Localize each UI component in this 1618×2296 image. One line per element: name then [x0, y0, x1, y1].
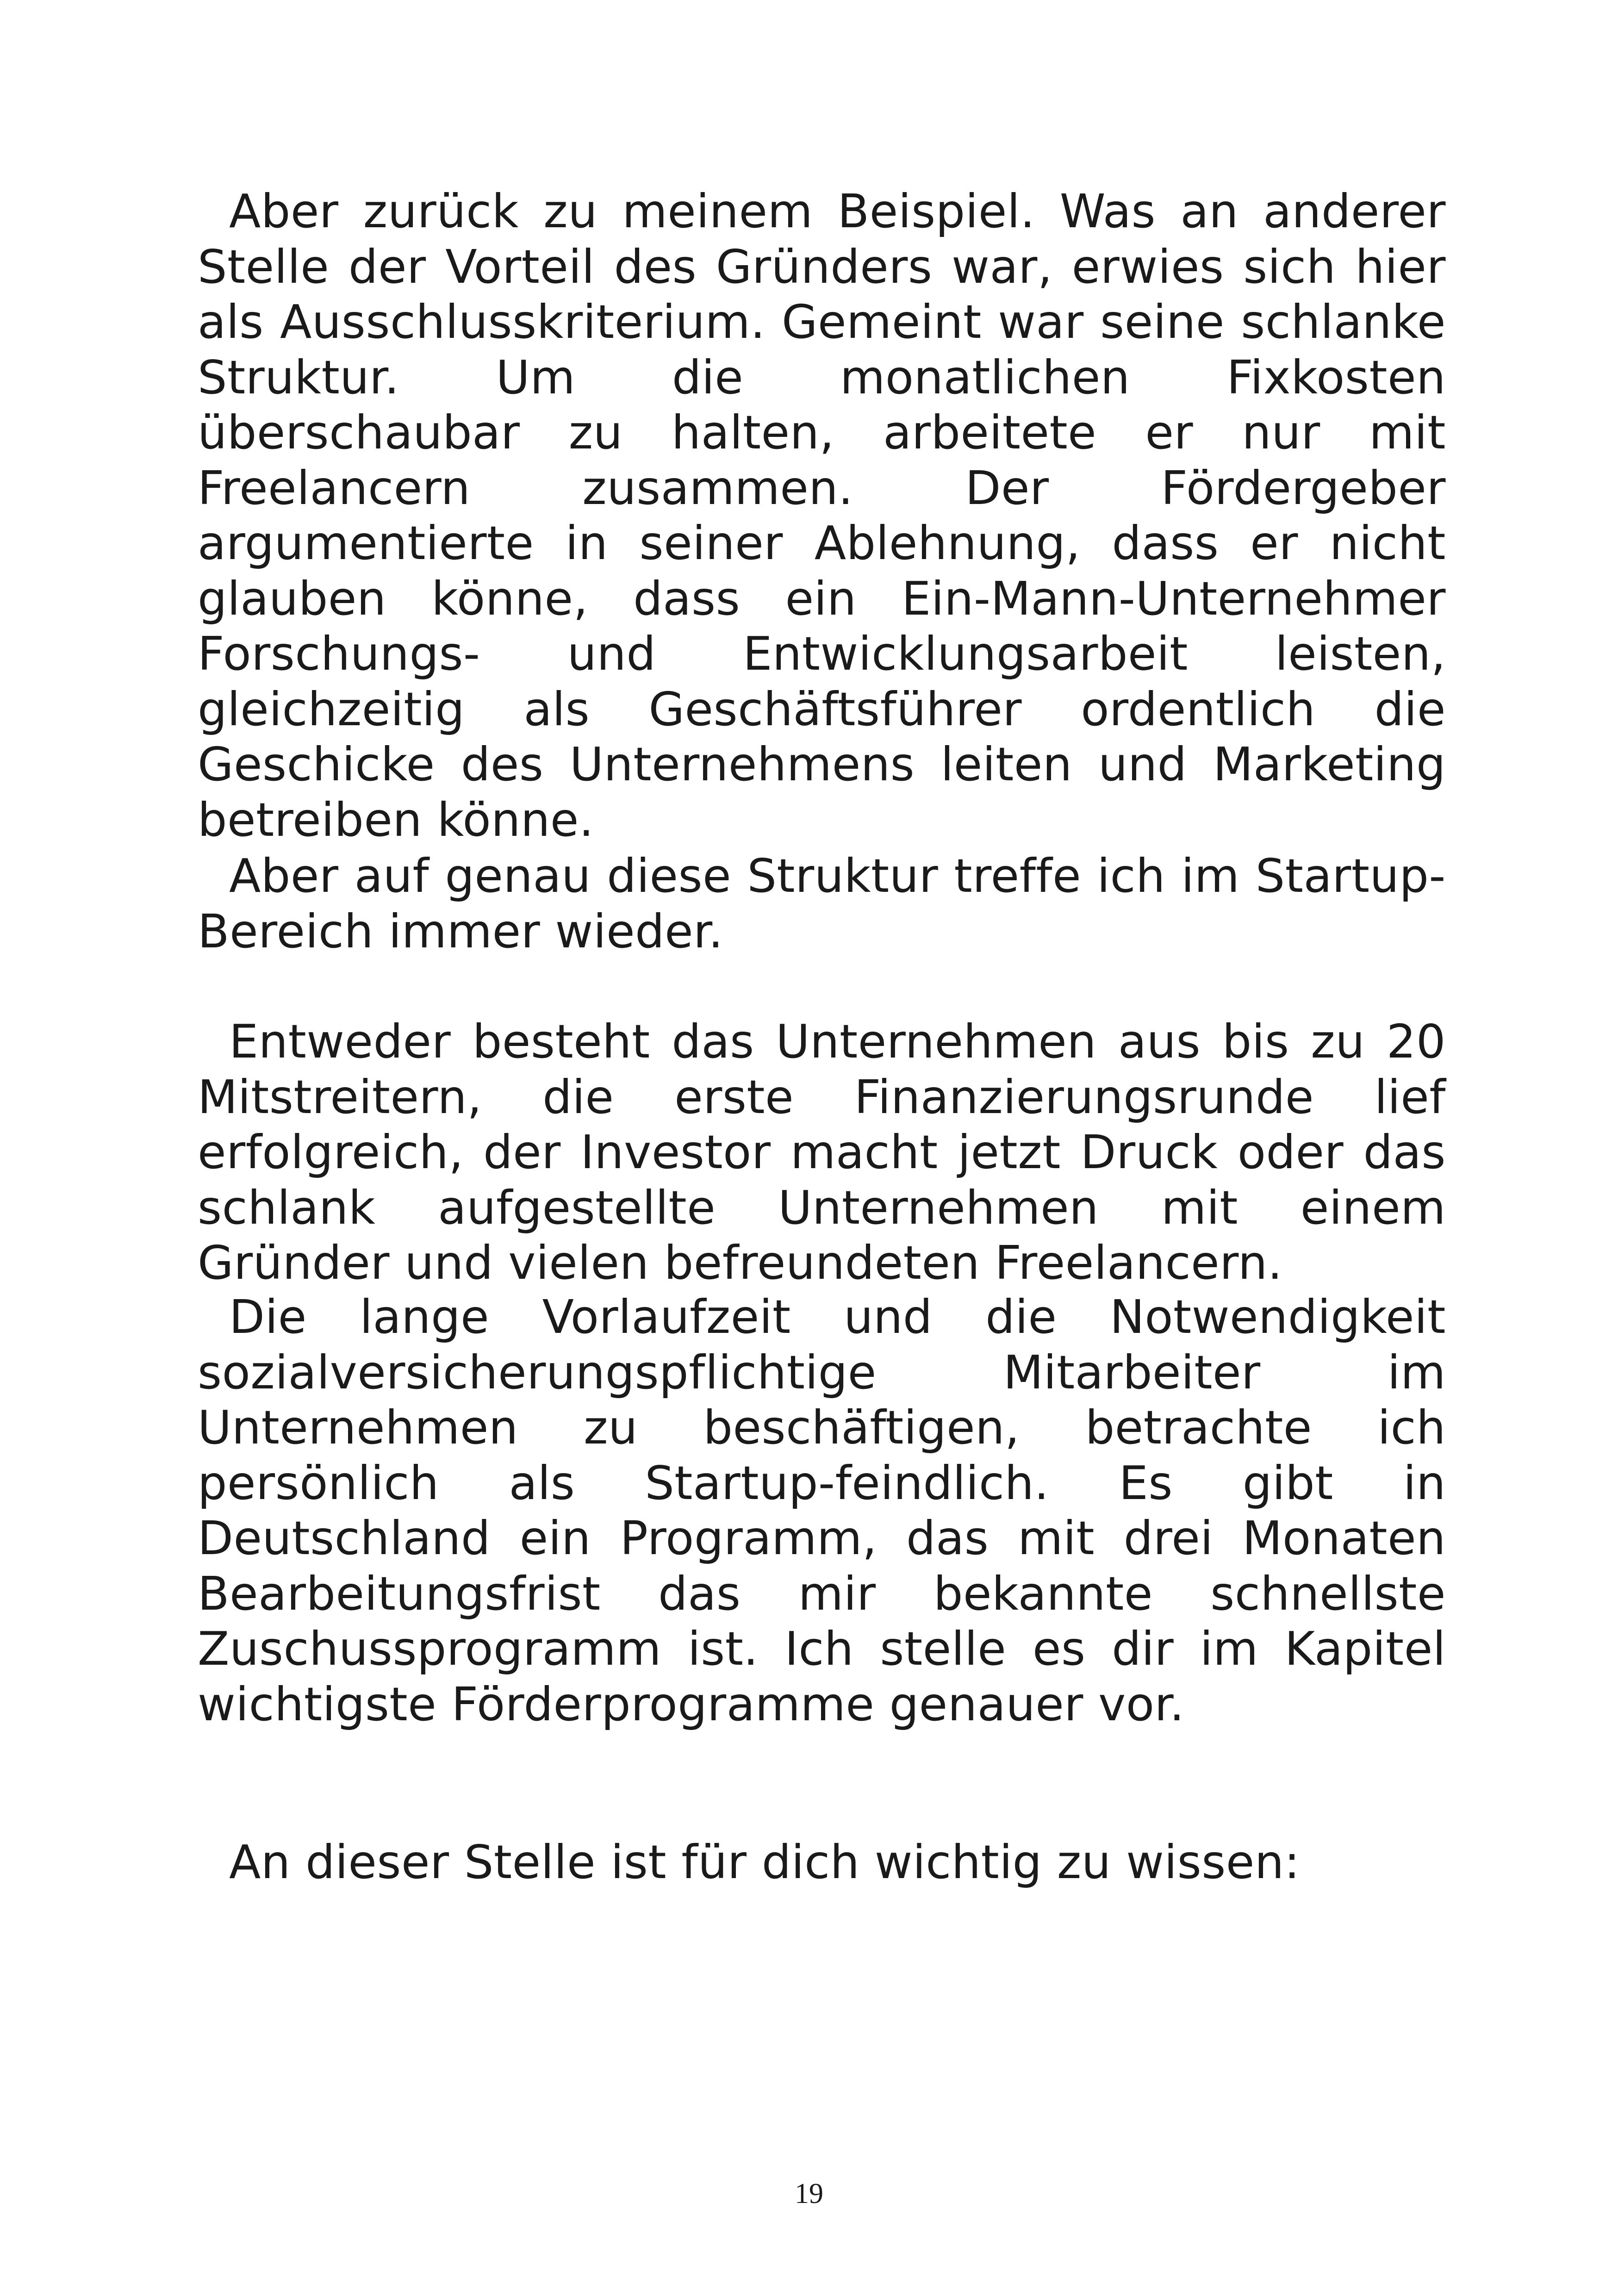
- paragraph-text: Entweder besteht das Unternehmen aus bis zu 20 Mitstreitern, die erste Finanzierungsrunde lief erfolgreich, der Investor macht jetzt Druck oder das schlank aufgestellte Unternehmen mit einem Gründer und vielen befreundeten Freelancern.: [198, 1014, 1446, 1290]
- paragraph-text: Die lange Vorlaufzeit und die Notwendigkeit sozialversicherungspflichtige Mitarbeiter im Unternehmen zu beschäftigen, betrachte ich persönlich als Startup-feindlich. Es gibt in Deutschland ein Programm, das mit drei Monaten Bearbeitungsfrist das mir bekannte schnellste Zuschussprogramm ist. Ich stelle es dir im Kapitel wichtigste Förderprogramme genauer vor.: [198, 1290, 1446, 1731]
- paragraph-lead-time: [198, 1289, 1446, 1732]
- paragraph-important-note: [198, 1835, 1446, 1890]
- paragraph-example: [198, 184, 1446, 847]
- paragraph-company-types: [198, 1014, 1446, 1291]
- paragraph-text: Aber zurück zu meinem Beispiel. Was an anderer Stelle der Vorteil des Gründers war, erwies sich hier als Ausschlusskriterium. Gemeint war seine schlanke Struktur. Um die monatlichen Fixkosten überschaubar zu halten, arbeitete er nur mit Freelancern zusammen. Der Fördergeber argumentierte in seiner Ablehnung, dass er nicht glauben könne, dass ein Ein-Mann-Unternehmer Forschungs- und Entwicklungsarbeit leisten, gleichzeitig als Geschäftsführer ordentlich die Geschicke des Unternehmens leiten und Marketing betreiben könne.: [198, 184, 1446, 847]
- page-number: 19: [795, 2178, 823, 2209]
- paragraph-startup-structure: [198, 848, 1446, 959]
- paragraph-text: An dieser Stelle ist für dich wichtig zu wissen:: [229, 1835, 1300, 1889]
- paragraph-text: Aber auf genau diese Struktur treffe ich im Startup-Bereich immer wieder.: [198, 849, 1446, 958]
